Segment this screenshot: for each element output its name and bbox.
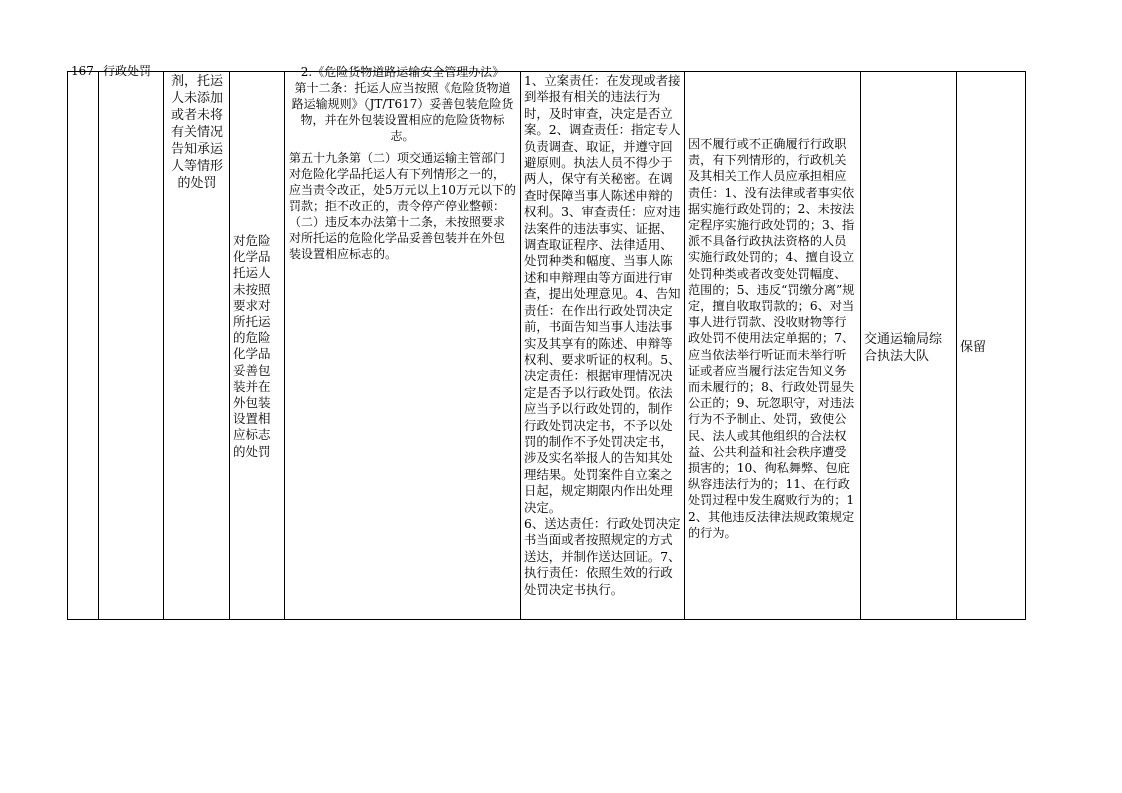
category-text: 行政处罚 bbox=[103, 64, 152, 78]
category-cell bbox=[99, 64, 164, 619]
basis-article-12: 第十二条：托运人应当按照《危险货物道路运输规则》（JT/T617）妥善包装危险货物，并在外包装设置相应的危险货物标志。 bbox=[291, 81, 514, 143]
sub-item-cell bbox=[230, 72, 285, 619]
sub-item-text: 对危险化学品托运人未按照要求对所托运的危险化学品妥善包装并在外包装设置相应标志的处罚 bbox=[233, 233, 271, 459]
remark-text: 保留 bbox=[960, 340, 987, 355]
department-cell bbox=[861, 72, 957, 619]
power-list-table bbox=[67, 64, 1026, 620]
number-cell bbox=[68, 64, 99, 619]
legal-basis-cell bbox=[285, 65, 521, 619]
accountability-cell bbox=[685, 72, 861, 619]
responsibility-steps-6-7: 6、送达责任：行政处罚决定书当面或者按照规定的方式送达，并制作送达回证。7、执行责任：依照生效的行政处罚决定书执行。 bbox=[524, 515, 681, 597]
row-number: 167 bbox=[71, 64, 94, 78]
basis-regulation-title: 2.《危险货物道路运输安全管理办法》 bbox=[300, 65, 505, 79]
item-name-text: 剂，托运人未添加或者未将有关情况告知承运人等情形的处罚 bbox=[171, 74, 224, 191]
responsibility-steps-1-5: 1、立案责任：在发现或者接到举报有相关的违法行为时，及时审查，决定是否立案。2、调查责任：指定专人负责调查、取证，并遵守回避原则。执法人员不得少于两人，保守有关秘密。在调查时保障当事人陈述申辩的权利。3、审查责任：应对违法案件的违法事实、证据、调查取证程序、法律适用、处罚种类和幅度、当事人陈述和申辩理由等方面进行审查，提出处理意见。4、告知责任：在作出行政处罚决定前，书面告知当事人违法事实及其享有的陈述、申辩等权利、要求听证的权利。5、决定责任：根据审理情况决定是否予以行政处罚。依法应当予以行政处罚的，制作行政处罚决定书，不予以处罚的制作不予处罚决定书，涉及实名举报人的告知其处理结果。处罚案件自立案之日起，规定期限内作出处理决定。 bbox=[524, 73, 681, 515]
item-name-cell bbox=[164, 72, 230, 619]
accountability-text: 因不履行或不正确履行行政职责，有下列情形的，行政机关及其相关工作人员应承担相应责任：1、没有法律或者事实依据实施行政处罚的；2、未按法定程序实施行政处罚的；3、指派不具备行政执法资格的人员实施行政处罚的；4、擅自设立处罚种类或者改变处罚幅度、范围的；5、违反“罚缴分离”规定，擅自收取罚款的；6、对当事人进行罚款、没收财物等行政处罚不使用法定单据的；7、应当依法举行听证而未举行听证或者应当履行法定告知义务而未履行的；8、行政处罚显失公正的；9、玩忽职守，对违法行为不予制止、处罚，致使公民、法人或其他组织的合法权益、公共利益和社会秩序遭受损害的；10、徇私舞弊、包庇纵容违法行为的；11、在行政处罚过程中发生腐败行为的；12、其他违反法律法规政策规定的行为。 bbox=[688, 137, 855, 540]
basis-article-59: 第五十九条第（二）项交通运输主管部门对危险化学品托运人有下列情形之一的，应当责令改正，处5万元以上10万元以下的罚款；拒不改正的，责令停产停业整顿：（二）违反本办法第十二条，未按照要求对所托运的危险化学品妥善包装并在外包装设置相应标志的。 bbox=[289, 151, 516, 261]
responsibility-cell bbox=[521, 72, 685, 619]
department-text: 交通运输局综合执法大队 bbox=[864, 332, 943, 364]
remark-cell bbox=[957, 72, 1027, 619]
